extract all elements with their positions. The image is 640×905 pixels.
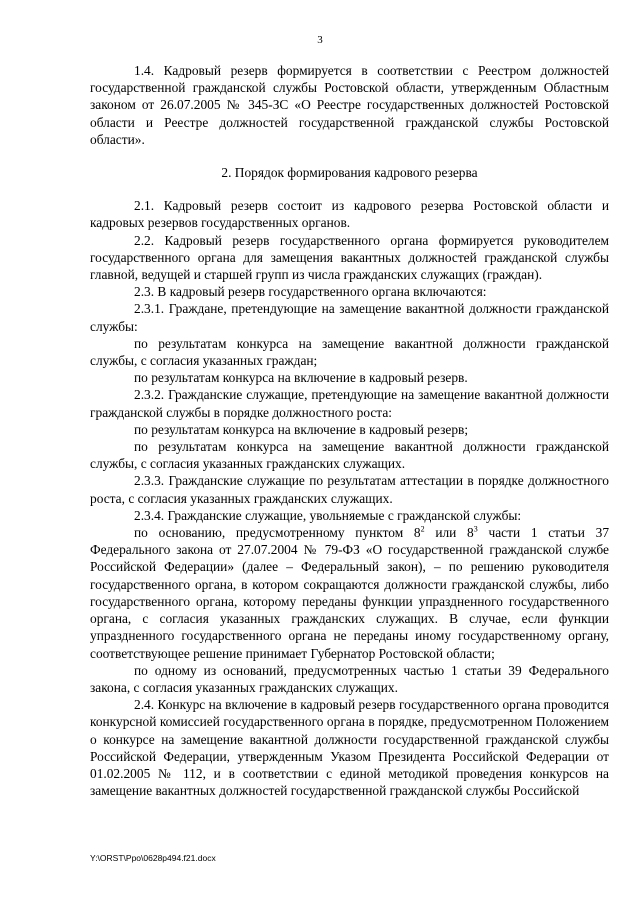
superscript-2: 2 [420,524,425,534]
paragraph-2-3-2-b: по результатам конкурса на замещение вакантной должности гражданской службы, с согласия указанных гражданских служащих. [90,439,609,472]
paragraph-2-4: 2.4. Конкурс на включение в кадровый резерв государственного органа проводится конкурсной комиссией государственного органа в порядке, предусмотренном Положением о конкурсе на замещение вакантной должности государственной гражданской службы Российской Федерации, утвержденным Указом Президента Российской Федерации от 01.02.2005 № 112, и в соответствии с единой методикой проведения конкурсов на замещение вакантных должностей государственной гражданской службы Российской [90,697,609,799]
paragraph-2-3-4: 2.3.4. Гражданские служащие, увольняемые с гражданской службы: [134,507,522,523]
paragraph-2-3-2: 2.3.2. Гражданские служащие, претендующие на замещение вакантной должности гражданской службы в порядке должностного роста: [90,387,609,420]
paragraph-2-3-3: 2.3.3. Гражданские служащие по результатам аттестации в порядке должностного роста, с согласия указанных гражданских служащих. [90,473,609,506]
paragraph-2-3-4-a-text-3: части 1 статьи 37 Федерального закона от 27.07.2004 № 79-ФЗ «О государственной гражданской службе Российской Федерации» (далее – Федеральный закон), – по решению руководителя государственного органа, в котором сокращаются должности гражданской службы, либо государственного органа, которому переданы функции упраздненного государственного органа, с согласия указанных гражданских служащих. В случае, если функции упраздненного государственного органа не переданы иному государственному органу, соответствующее решение принимает Губернатор Ростовской области; [90,525,610,661]
section-heading-2: 2. Порядок формирования кадрового резерва [221,165,478,181]
paragraph-2-3: 2.3. В кадровый резерв государственного органа включаются: [134,284,487,300]
paragraph-2-3-1-b: по результатам конкурса на включение в кадровый резерв. [134,370,468,386]
paragraph-2-3-1: 2.3.1. Граждане, претендующие на замещение вакантной должности гражданской службы: [90,301,609,334]
document-body [90,62,609,799]
paragraph-2-3-4-a [90,524,609,662]
paragraph-2-3-4-a-text-2: или 8 [424,525,474,541]
page-number: 3 [317,34,323,46]
paragraph-1-4: 1.4. Кадровый резерв формируется в соответствии с Реестром должностей государственной гражданской службы Ростовской области, утвержденным Областным законом от 26.07.2005 № 345-ЗС «О Реестре государственных должностей Ростовской области и Реестре должностей государственной гражданской службы Ростовской области». [90,63,609,147]
paragraph-2-3-4-b: по одному из оснований, предусмотренных частью 1 статьи 39 Федерального закона, с согласия указанных гражданских служащих. [90,662,609,695]
superscript-3: 3 [473,524,478,534]
paragraph-2-3-4-a-text-1: по основанию, предусмотренному пунктом 8 [134,525,421,541]
paragraph-2-3-2-a: по результатам конкурса на включение в кадровый резерв; [134,421,469,437]
paragraph-2-2: 2.2. Кадровый резерв государственного органа формируется руководителем государственного органа для замещения вакантных должностей гражданской службы главной, ведущей и старшей групп из числа гражданских служащих (граждан). [90,232,609,283]
footer-file-path: Y:\ORST\Ppo\0628p494.f21.docx [90,853,216,863]
paragraph-2-1: 2.1. Кадровый резерв состоит из кадрового резерва Ростовской области и кадровых резервов государственных органов. [90,198,609,231]
paragraph-2-3-1-a: по результатам конкурса на замещение вакантной должности гражданской службы, с согласия указанных граждан; [90,335,609,369]
